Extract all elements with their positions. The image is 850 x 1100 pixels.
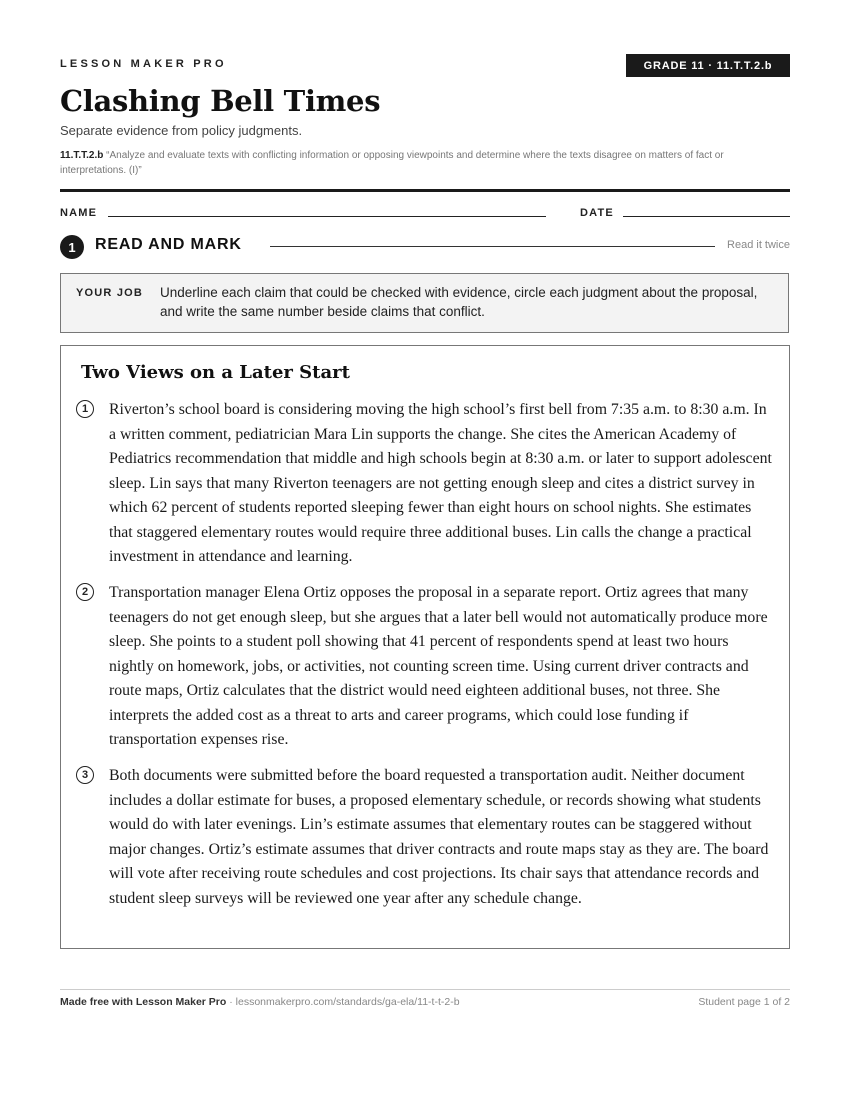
- header-divider: [60, 189, 790, 192]
- footer-url[interactable]: · lessonmakerpro.com/standards/ga-ela/11-t-t-2-b: [226, 996, 460, 1008]
- section-divider: [270, 246, 715, 247]
- paragraph-number-badge: 3: [76, 766, 94, 784]
- worksheet-subtitle: Separate evidence from policy judgments.: [60, 123, 303, 138]
- date-field-line[interactable]: [623, 216, 790, 217]
- paragraph-text: Transportation manager Elena Ortiz opposes the proposal in a separate report. Ortiz agrees that many teenagers do not get enough sleep, but she argues that a later bell would not automatically produce more sleep. She points to a student poll showing that 41 percent of respondents spend at least two hours nightly on homework, jobs, or activities, not counting screen time. Using current driver contracts and route maps, Ortiz calculates that the district would need eighteen additional buses, not three. She interprets the added cost as a threat to arts and career programs, which could lose funding if transportation expenses rise.: [109, 584, 768, 748]
- section-number-badge: 1: [60, 235, 84, 259]
- reading-title: Two Views on a Later Start: [81, 362, 350, 383]
- paragraph-number-badge: 2: [76, 583, 94, 601]
- footer-divider: [60, 989, 790, 990]
- standard-description: [60, 148, 790, 178]
- worksheet-title: Clashing Bell Times: [60, 84, 381, 118]
- reading-passage-box: [60, 345, 790, 949]
- your-job-box: [60, 273, 789, 333]
- paragraph-text: Riverton’s school board is considering moving the high school’s first bell from 7:35 a.m. to 8:30 a.m. In a written comment, pediatrician Mara Lin supports the change. She cites the American Academy of Pediatrics recommendation that middle and high schools begin at 8:30 a.m. or later to support adolescent sleep. Lin says that many Riverton teenagers are not getting enough sleep and cites a district survey in which 62 percent of students reported sleeping fewer than eight hours on school nights. She estimates that staggered elementary routes would require three additional buses. Lin calls the change a practical investment in attendance and learning.: [109, 401, 772, 565]
- section-title: READ AND MARK: [95, 236, 242, 253]
- your-job-label: YOUR JOB: [76, 287, 144, 299]
- footer-made-with: Made free with Lesson Maker Pro: [60, 996, 227, 1008]
- name-label: NAME: [60, 207, 98, 219]
- name-field-line[interactable]: [108, 216, 546, 217]
- date-label: DATE: [580, 207, 614, 219]
- brand-name: LESSON MAKER PRO: [60, 58, 227, 70]
- standard-code: 11.T.T.2.b: [60, 150, 104, 161]
- section-note: Read it twice: [727, 239, 790, 251]
- footer-credit: [60, 996, 460, 1008]
- your-job-instructions: Underline each claim that could be checked with evidence, circle each judgment about the proposal, and write the same number beside claims that conflict.: [160, 285, 758, 319]
- standard-text: “Analyze and evaluate texts with conflicting information or opposing viewpoints and determine where the texts disagree on matters of fact or interpretations. (I)”: [60, 150, 724, 176]
- paragraph-number-badge: 1: [76, 400, 94, 418]
- grade-badge: GRADE 11 · 11.T.T.2.b: [626, 54, 790, 77]
- paragraph-text: Both documents were submitted before the board requested a transportation audit. Neither document includes a dollar estimate for buses, a proposed elementary schedule, or records showing what students would do with later evenings. Lin’s estimate assumes that elementary routes can be staggered without major changes. Ortiz’s estimate assumes that driver contracts and route maps stay as they are. The board will vote after receiving route schedules and cost projections. Its chair says that attendance records and student sleep surveys will be reviewed one year after any schedule change.: [109, 767, 769, 907]
- page-indicator: Student page 1 of 2: [698, 996, 790, 1008]
